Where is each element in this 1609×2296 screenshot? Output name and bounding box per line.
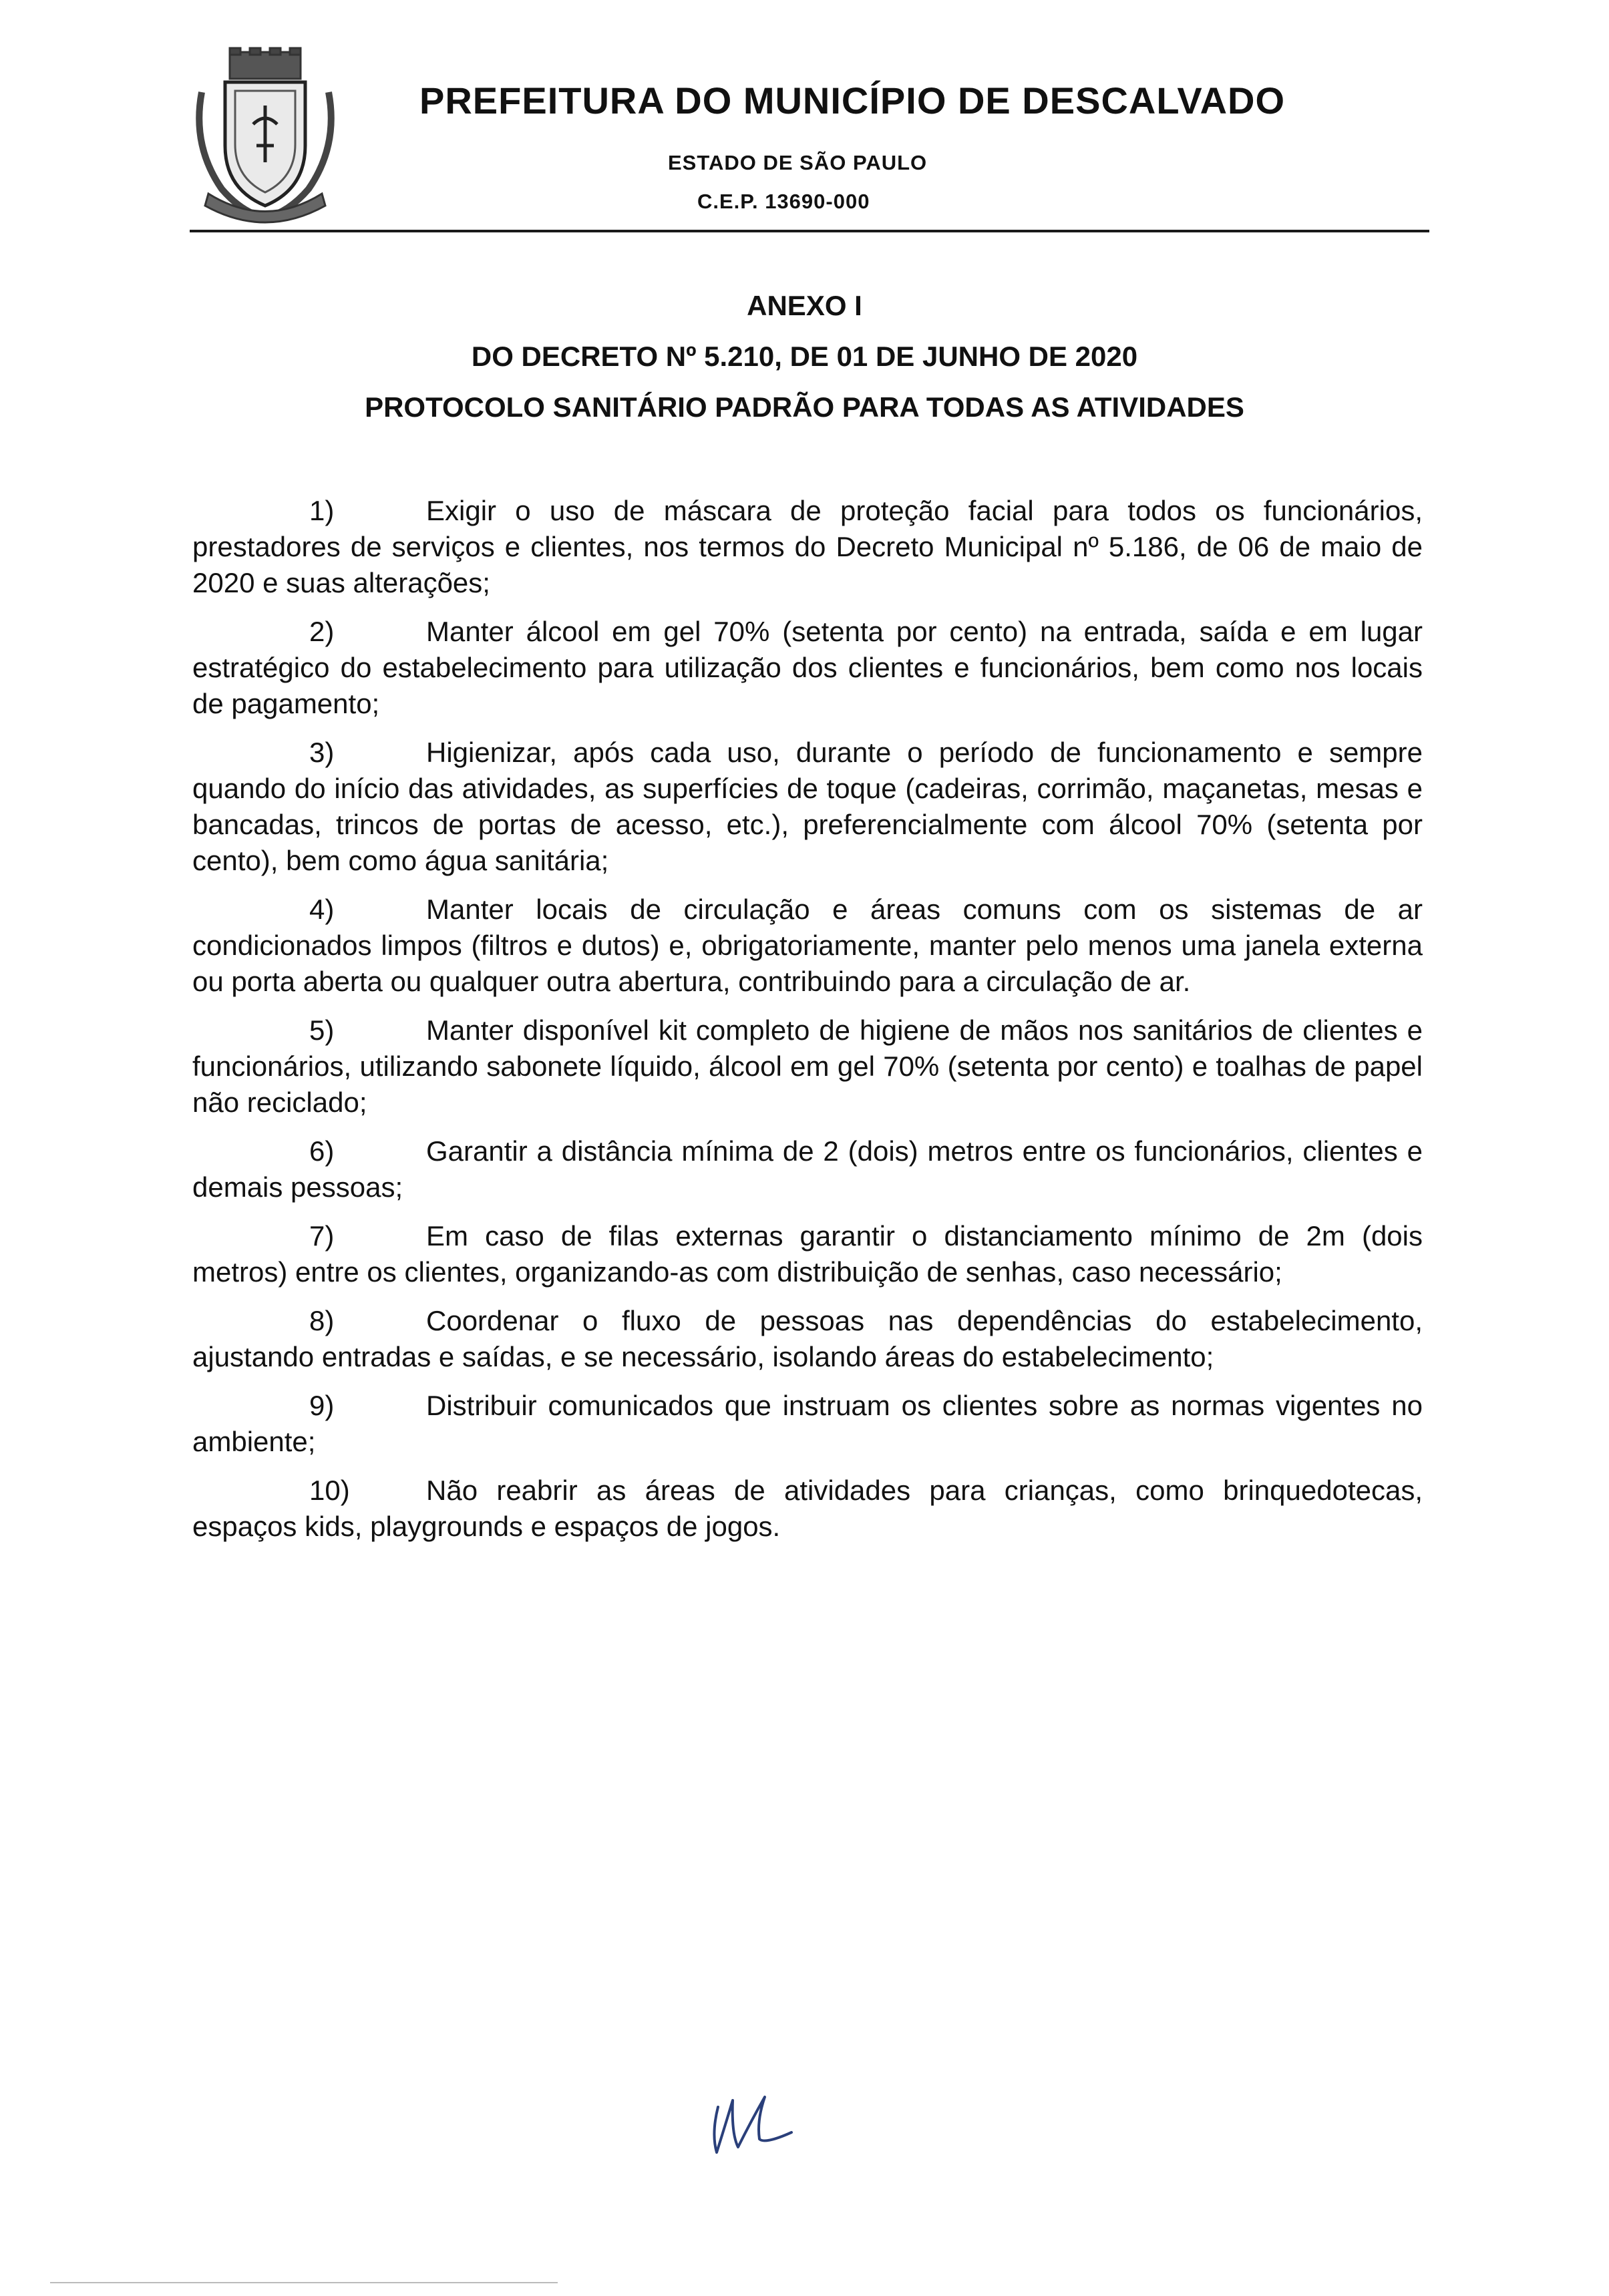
item-number: 4) [309,894,335,925]
item-number: 10) [309,1475,350,1506]
decree-title: DO DECRETO Nº 5.210, DE 01 DE JUNHO DE 2020 [471,341,1138,372]
header-cep: C.E.P. 13690-000 [697,190,870,213]
list-item [192,892,1423,1000]
list-item [192,1303,1423,1375]
protocol-title: PROTOCOLO SANITÁRIO PADRÃO PARA TODAS AS ATIVIDADES [365,391,1244,423]
municipal-coat-of-arms-icon [188,45,342,226]
item-text: Exigir o uso de máscara de proteção facial para todos os funcionários, prestadores de serviços e clientes, nos termos do Decreto Municipal nº 5.186, de 06 de maio de 2020 e suas alterações; [192,495,1423,598]
item-text: Garantir a distância mínima de 2 (dois) metros entre os funcionários, clientes e demais pessoas; [192,1135,1423,1203]
item-number: 1) [309,495,335,526]
footer-rule [50,2282,558,2283]
item-number: 5) [309,1014,335,1046]
handwritten-signature-icon [698,2080,805,2160]
protocol-list [192,493,1423,1557]
list-item [192,735,1423,879]
list-item [192,614,1423,722]
item-text: Coordenar o fluxo de pessoas nas dependências do estabelecimento, ajustando entradas e saídas, e se necessário, isolando áreas do estabelecimento; [192,1305,1423,1372]
annex-title: ANEXO I [747,290,862,321]
list-item [192,1218,1423,1290]
list-item [192,1473,1423,1545]
list-item [192,1388,1423,1460]
item-number: 3) [309,737,335,768]
list-item [192,1133,1423,1205]
item-number: 8) [309,1305,335,1336]
item-text: Não reabrir as áreas de atividades para crianças, como brinquedotecas, espaços kids, playgrounds e espaços de jogos. [192,1475,1423,1542]
item-text: Higienizar, após cada uso, durante o período de funcionamento e sempre quando do início das atividades, as superfícies de toque (cadeiras, corrimão, maçanetas, mesas e bancadas, trincos de portas de acesso, etc.), preferencialmente com álcool 70% (setenta por cento), bem como água sanitária; [192,737,1423,876]
item-text: Manter locais de circulação e áreas comuns com os sistemas de ar condicionados limpos (filtros e dutos) e, obrigatoriamente, manter pelo menos uma janela externa ou porta aberta ou qualquer outra abertura, contribuindo para a circulação de ar. [192,894,1423,997]
item-number: 9) [309,1390,335,1421]
item-number: 7) [309,1220,335,1252]
header-state: ESTADO DE SÃO PAULO [668,151,928,174]
header-divider [190,230,1429,232]
item-number: 2) [309,616,335,647]
item-text: Em caso de filas externas garantir o distanciamento mínimo de 2m (dois metros) entre os clientes, organizando-as com distribuição de senhas, caso necessário; [192,1220,1423,1288]
item-text: Manter disponível kit completo de higiene de mãos nos sanitários de clientes e funcionários, utilizando sabonete líquido, álcool em gel 70% (setenta por cento) e toalhas de papel não reciclado; [192,1014,1423,1118]
item-number: 6) [309,1135,335,1167]
header-title: PREFEITURA DO MUNICÍPIO DE DESCALVADO [419,79,1286,122]
list-item [192,1012,1423,1121]
list-item [192,493,1423,601]
item-text: Distribuir comunicados que instruam os clientes sobre as normas vigentes no ambiente; [192,1390,1423,1457]
item-text: Manter álcool em gel 70% (setenta por cento) na entrada, saída e em lugar estratégico do estabelecimento para utilização dos clientes e funcionários, bem como nos locais de pagamento; [192,616,1423,719]
